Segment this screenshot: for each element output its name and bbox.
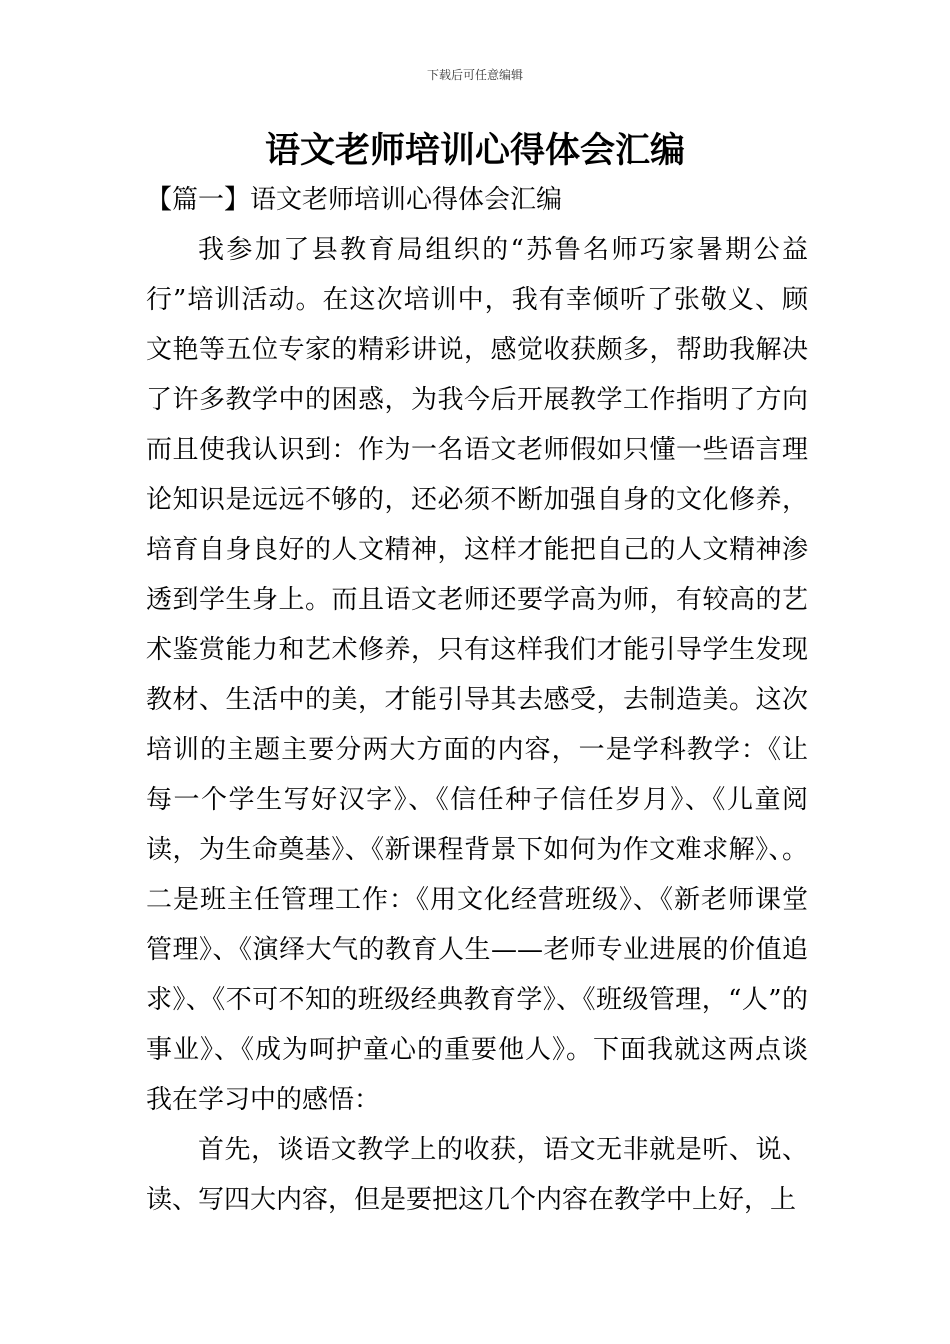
- paragraph-1: 我参加了县教育局组织的“苏鲁名师巧家暑期公益行”培训活动。在这次培训中，我有幸倾听了张敬义、顾文艳等五位专家的精彩讲说，感觉收获颇多，帮助我解决了许多教学中的困惑，为我今后开展教学工作指明了方向而且使我认识到：作为一名语文老师假如只懂一些语言理论知识是远远不够的，还必须不断加强自身的文化修养，培育自身良好的人文精神，这样才能把自己的人文精神渗透到学生身上。而且语文老师还要学高为师，有较高的艺术鉴赏能力和艺术修养，只有这样我们才能引导学生发现教材、生活中的美，才能引导其去感受，去制造美。这次培训的主题主要分两大方面的内容，一是学科教学：《让每一个学生写好汉字》、《信任种子信任岁月》、《儿童阅读，为生命奠基》、《新课程背景下如何为作文难求解》、。二是班主任管理工作：《用文化经营班级》、《新老师课堂管理》、《演绎大气的教育人生——老师专业进展的价值追求》、《不可不知的班级经典教育学》、《班级管理，“人”的事业》、《成为呵护童心的重要他人》。下面我就这两点谈我在学习中的感悟：: [146, 235, 808, 1115]
- paragraph-2: 首先，谈语文教学上的收获，语文无非就是听、说、读、写四大内容，但是要把这几个内容在教学中上好，上: [146, 1135, 808, 1215]
- section-heading: 【篇一】语文老师培训心得体会汇编: [146, 185, 563, 215]
- body-text: [146, 225, 808, 1225]
- header-note: 下载后可任意编辑: [426, 68, 523, 82]
- document-title: 语文老师培训心得体会汇编: [264, 130, 685, 171]
